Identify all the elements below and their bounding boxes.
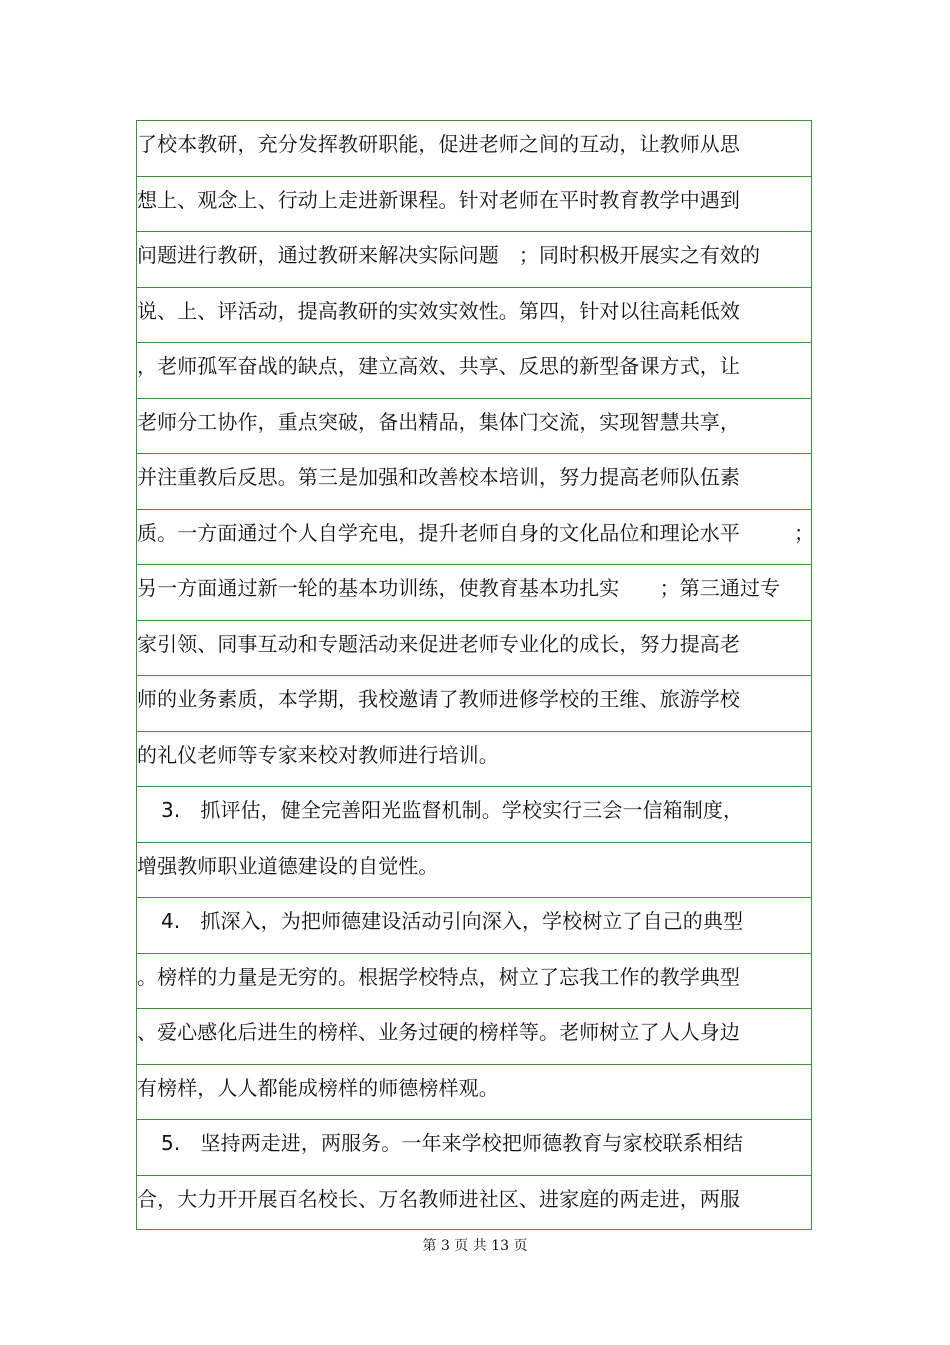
line-text: 质。一方面通过个人自学充电，提升老师自身的文化品位和理论水平 xyxy=(137,520,740,545)
line-text: ，老师孤军奋战的缺点，建立高效、共享、反思的新型备课方式，让 xyxy=(137,354,740,378)
line-text: 。榜样的力量是无穷的。根据学校特点，树立了忘我工作的教学典型 xyxy=(137,964,740,989)
line-text: 的礼仪老师等专家来校对教师进行培训。 xyxy=(137,742,499,767)
line-text: 老师分工协作，重点突破，备出精品，集体门交流，实现智慧共享， xyxy=(137,409,740,434)
line-text: 4. 抓深入，为把师德建设活动引向深入，学校树立了自己的典型 xyxy=(161,909,744,933)
line-text: 5. 坚持两走进，两服务。一年来学校把师德教育与家校联系相结 xyxy=(161,1131,744,1155)
text-line xyxy=(137,732,812,788)
text-line xyxy=(137,454,812,510)
text-line xyxy=(137,232,812,288)
line-text: 了校本教研，充分发挥教研职能，促进老师之间的互动，让教师从思 xyxy=(137,132,740,156)
text-line xyxy=(137,1065,812,1121)
text-line xyxy=(137,177,812,233)
text-line xyxy=(137,399,812,455)
line-text: 合，大力开开展百名校长、万名教师进社区、进家庭的两走进，两服 xyxy=(137,1186,740,1211)
text-line xyxy=(137,676,812,732)
text-line xyxy=(137,288,812,344)
text-line xyxy=(137,1009,812,1065)
text-line xyxy=(137,954,812,1010)
text-line xyxy=(137,898,812,954)
line-text: 有榜样，人人都能成榜样的师德榜样观。 xyxy=(137,1075,499,1100)
line-end-semicolon: ； xyxy=(794,520,814,545)
text-line xyxy=(137,121,812,177)
text-line xyxy=(137,510,812,566)
text-line xyxy=(137,843,812,899)
line-text: 想上、观念上、行动上走进新课程。针对老师在平时教育教学中遇到 xyxy=(137,187,740,212)
line-text: 、爱心感化后进生的榜样、业务过硬的榜样等。老师树立了人人身边 xyxy=(137,1020,740,1044)
text-line xyxy=(137,565,812,621)
text-frame xyxy=(136,120,812,1230)
line-text: 另一方面通过新一轮的基本功训练，使教育基本功扎实 ；第三通过专 xyxy=(137,576,781,600)
line-text: 说、上、评活动，提高教研的实效实效性。第四，针对以往高耗低效 xyxy=(137,298,740,323)
line-text: 家引领、同事互动和专题活动来促进老师专业化的成长，努力提高老 xyxy=(137,631,740,656)
text-line xyxy=(137,787,812,843)
line-text: 并注重教后反思。第三是加强和改善校本培训，努力提高老师队伍素 xyxy=(137,465,740,489)
page-number-footer: 第 3 页 共 13 页 xyxy=(422,1238,528,1254)
text-line xyxy=(137,343,812,399)
line-text: 师的业务素质，本学期，我校邀请了教师进修学校的王维、旅游学校 xyxy=(137,687,740,711)
text-line xyxy=(137,1120,812,1176)
text-line xyxy=(137,621,812,677)
line-text: 增强教师职业道德建设的自觉性。 xyxy=(137,853,439,878)
line-text: 3. 抓评估，健全完善阳光监督机制。学校实行三会一信箱制度， xyxy=(161,798,744,822)
text-line xyxy=(137,1176,812,1232)
line-text: 问题进行教研，通过教研来解决实际问题 ；同时积极开展实之有效的 xyxy=(137,243,761,267)
